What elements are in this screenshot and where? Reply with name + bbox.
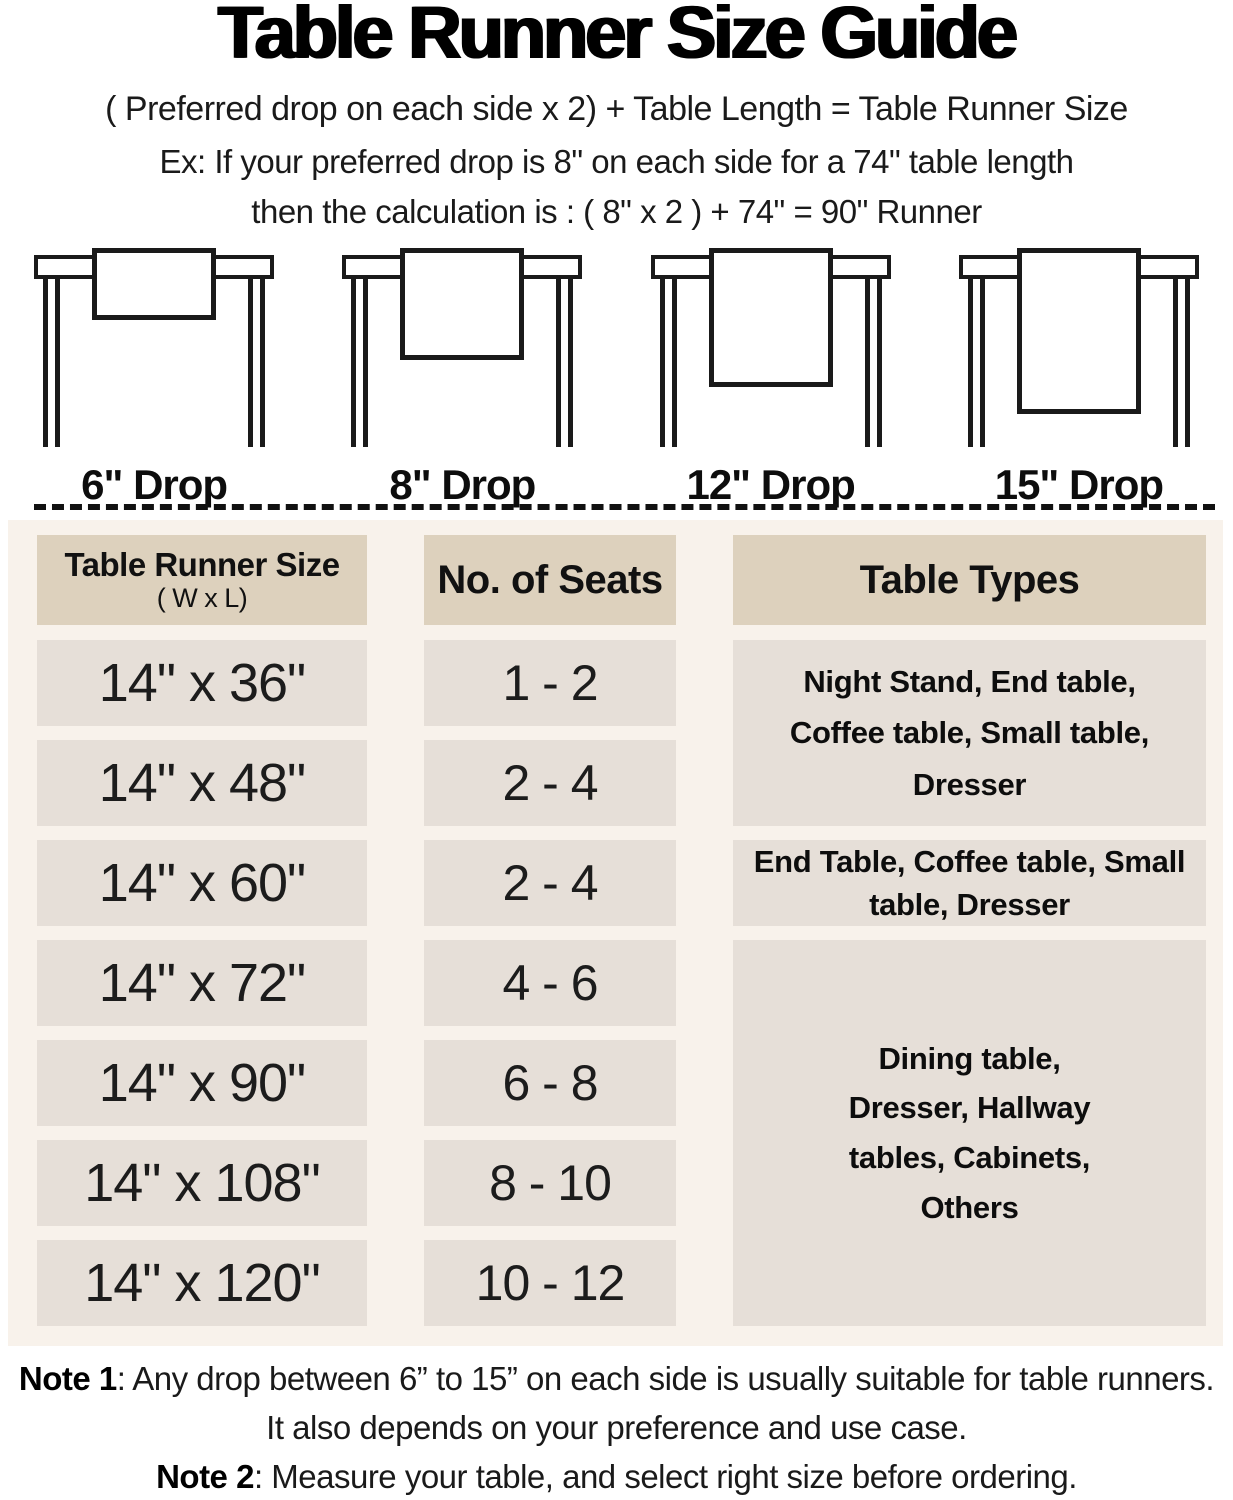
table-illustration <box>640 248 902 453</box>
table-leg <box>351 277 368 447</box>
table-types-text: Dining table, Dresser, Hallway tables, Cabinets, Others <box>848 1040 1091 1225</box>
col-header-runner-size-title: Table Runner Size <box>64 545 340 583</box>
col-header-table-types: Table Types <box>733 535 1206 625</box>
note-2-label: Note 2 <box>156 1458 254 1495</box>
size-cell: 14" x 120" <box>37 1240 367 1326</box>
table-illustration <box>23 248 285 453</box>
note-1-label: Note 1 <box>18 1360 117 1397</box>
table-illustration <box>331 248 593 453</box>
table-leg <box>968 277 985 447</box>
seats-cell: 8 - 10 <box>424 1140 676 1226</box>
runner <box>92 248 216 320</box>
table-types-cell-medium <box>733 840 1206 926</box>
table-leg <box>1173 277 1190 447</box>
table-types-text: Night Stand, End table, Coffee table, Small table, Dresser <box>789 663 1150 802</box>
formula-line: ( Preferred drop on each side x 2) + Table Length = Table Runner Size <box>105 90 1128 128</box>
table-types-text: End Table, Coffee table, Small table, Dresser <box>753 843 1186 922</box>
table-leg <box>556 277 573 447</box>
drop-label: 8" Drop <box>389 461 536 508</box>
col-header-seats: No. of Seats <box>424 535 676 625</box>
page-title: Table Runner Size Guide <box>217 0 1016 74</box>
drop-diagram-12 <box>617 248 925 509</box>
table-types-cell-small <box>733 640 1206 826</box>
col-header-runner-size <box>37 535 367 625</box>
size-cell: 14" x 36" <box>37 640 367 726</box>
size-cell: 14" x 72" <box>37 940 367 1026</box>
example-line-1: Ex: If your preferred drop is 8" on each side for a 74" table length <box>159 143 1074 180</box>
size-cell: 14" x 90" <box>37 1040 367 1126</box>
size-table <box>8 520 1223 1346</box>
notes <box>0 1354 1233 1500</box>
seats-cell: 10 - 12 <box>424 1240 676 1326</box>
drop-diagram-6 <box>0 248 308 509</box>
size-cell: 14" x 60" <box>37 840 367 926</box>
size-cell: 14" x 48" <box>37 740 367 826</box>
drop-label: 15" Drop <box>994 461 1164 508</box>
note-1 <box>18 1354 1215 1452</box>
drop-diagram-8 <box>308 248 616 509</box>
seats-cell: 2 - 4 <box>424 840 676 926</box>
size-cell: 14" x 108" <box>37 1140 367 1226</box>
example-line-2: then the calculation is : ( 8" x 2 ) + 74" = 90" Runner <box>251 193 982 230</box>
drop-label: 6" Drop <box>81 461 228 508</box>
table-leg <box>248 277 265 447</box>
table-types-cell-large <box>733 940 1206 1326</box>
note-2-text: : Measure your table, and select right size before ordering. <box>253 1458 1077 1495</box>
runner <box>709 248 833 387</box>
note-2 <box>18 1452 1215 1500</box>
drop-label: 12" Drop <box>686 461 855 508</box>
table-leg <box>43 277 60 447</box>
table-leg <box>865 277 882 447</box>
seats-cell: 2 - 4 <box>424 740 676 826</box>
table-illustration <box>948 248 1210 453</box>
table-leg <box>660 277 677 447</box>
seats-cell: 6 - 8 <box>424 1040 676 1126</box>
seats-cell: 1 - 2 <box>424 640 676 726</box>
note-1-text: : Any drop between 6” to 15” on each side is usually suitable for table runners. It also depends on your preference and use case. <box>116 1360 1215 1446</box>
drop-diagram-15 <box>925 248 1233 509</box>
runner <box>400 248 524 360</box>
dashed-divider <box>34 504 1215 510</box>
col-header-runner-size-sub: ( W x L) <box>156 583 248 614</box>
drop-diagrams-row <box>0 248 1233 509</box>
runner <box>1017 248 1141 414</box>
seats-cell: 4 - 6 <box>424 940 676 1026</box>
